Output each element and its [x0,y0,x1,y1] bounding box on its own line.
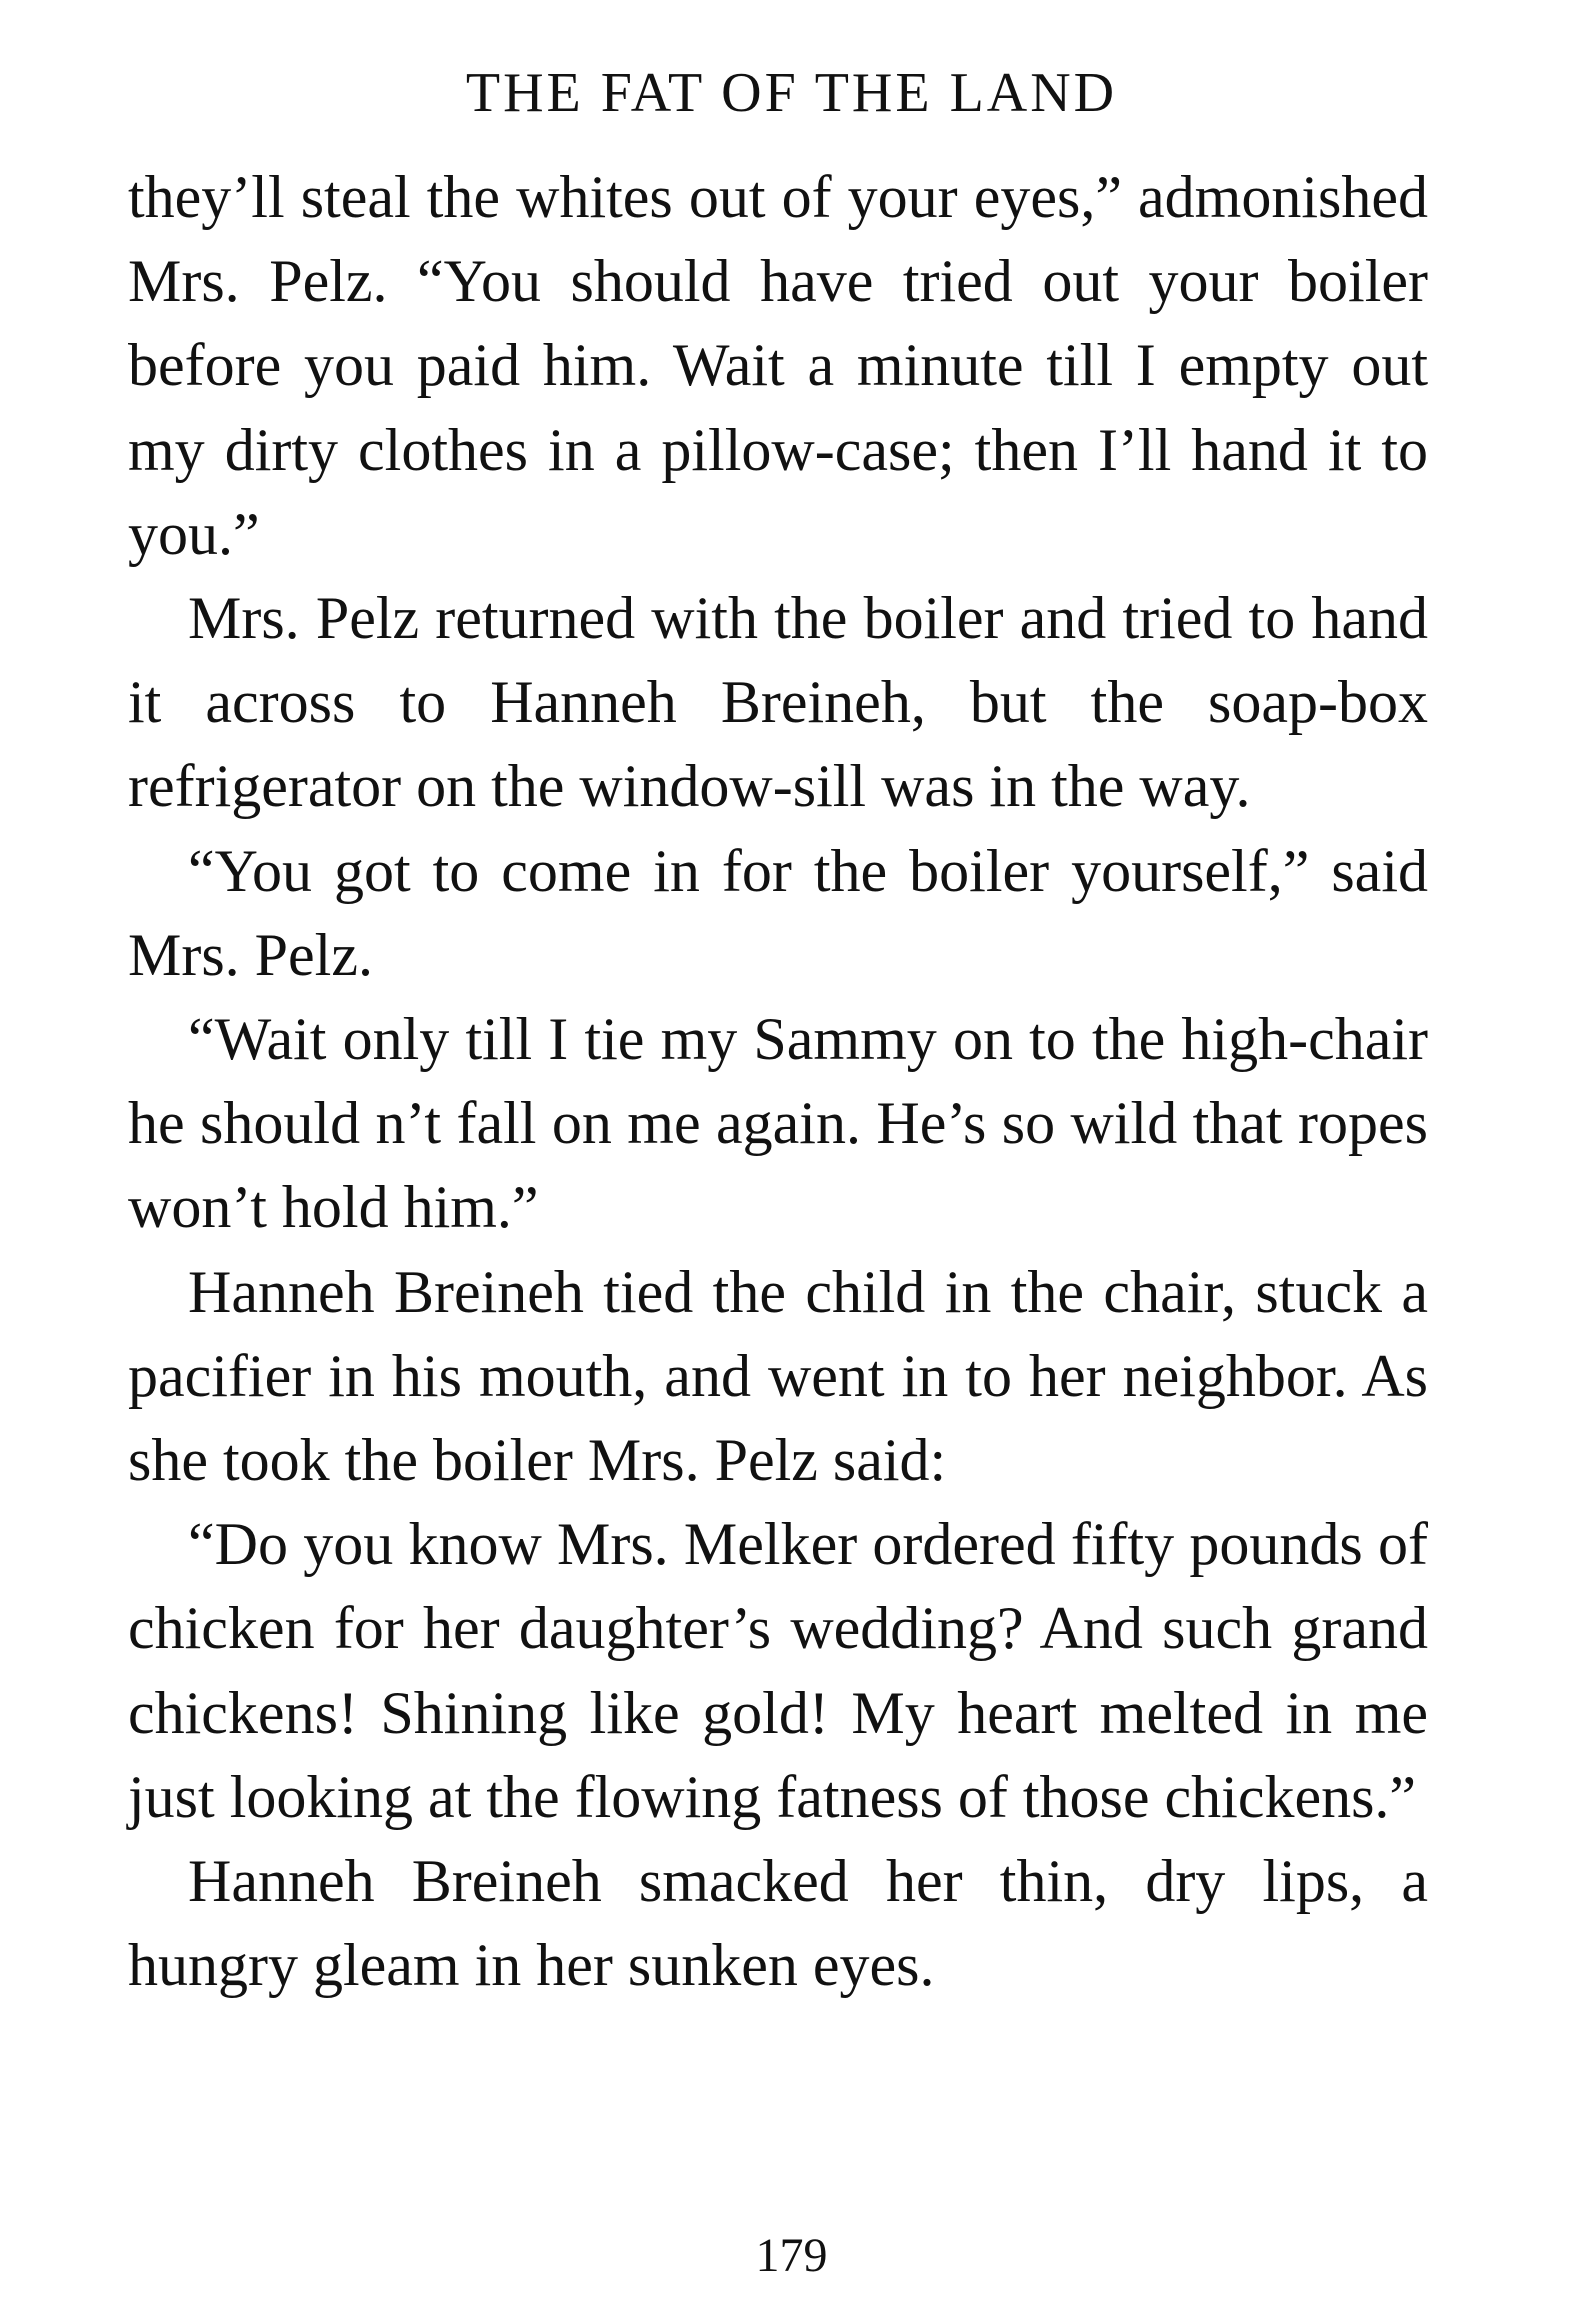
paragraph: “Wait only till I tie my Sammy on to the high-chair he should n’t fall on me again. He’s so wild that ropes won’t hold him.” [128,1006,1428,1241]
paragraph: they’ll steal the whites out of your eyes,” admonished Mrs. Pelz. “You should have tried out your boiler before you paid him. Wait a minute till I empty out my dirty clothes in a pillow-case; then I’ll hand it to you.” [128,164,1428,567]
paragraph: “You got to come in for the boiler yourself,” said Mrs. Pelz. [128,837,1428,988]
paragraph: “Do you know Mrs. Melker ordered fifty pounds of chicken for her daughter’s wedding? And such grand chickens! Shining like gold! My heart melted in me just looking at the flowing fatness of those chickens.” [128,1511,1428,1830]
body-text [128,155,1428,2007]
running-head: THE FAT OF THE LAND [465,62,1118,124]
paragraph: Hanneh Breineh smacked her thin, dry lips, a hungry gleam in her sunken eyes. [128,1848,1428,1999]
page-number: 179 [755,2229,828,2282]
paragraph: Hanneh Breineh tied the child in the chair, stuck a pacifier in his mouth, and went in to her neighbor. As she took the boiler Mrs. Pelz said: [128,1258,1428,1494]
paragraph: Mrs. Pelz returned with the boiler and tried to hand it across to Hanneh Breineh, but the soap-box refrigerator on the window-sill was in the way. [128,585,1428,820]
